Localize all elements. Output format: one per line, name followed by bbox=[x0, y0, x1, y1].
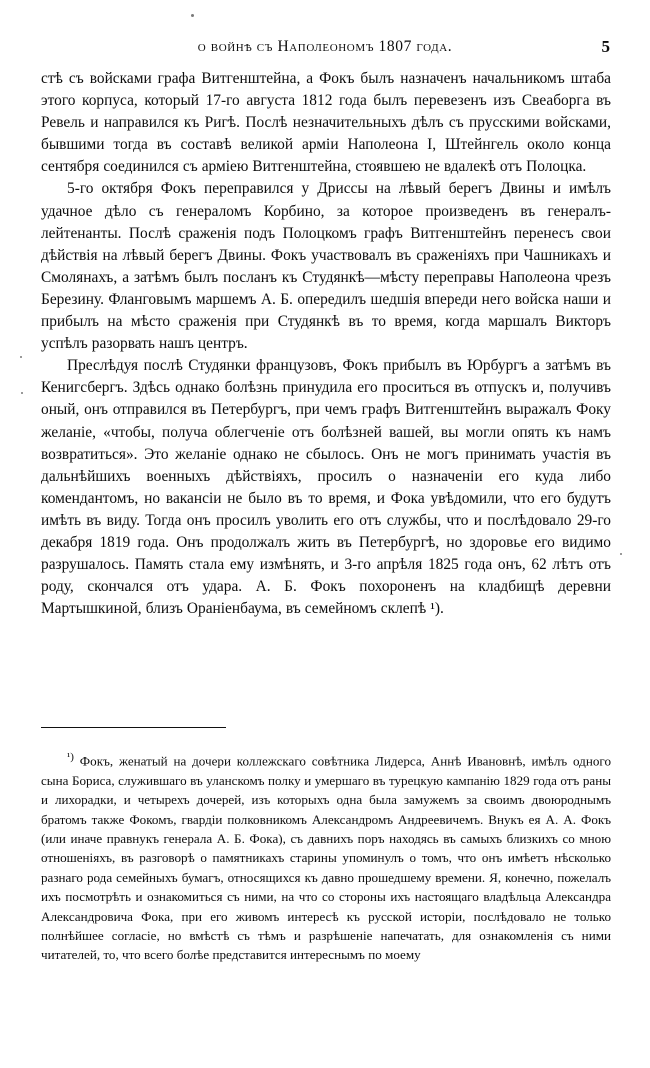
footnote-text: Фокъ, женатый на дочери коллежскаго совѣтника Лидерса, Аннѣ Ивановнѣ, имѣлъ одного сына Бориса, служившаго въ уланскомъ полку и умершаго въ турецкую кампанію 1829 года отъ раны и лихорадки, и четырехъ дочерей, изъ которыхъ одна была замужемъ за своимъ двоюроднымъ братомъ также Фокомъ, гвардіи полковникомъ Александромъ Андреевичемъ. Внукъ ея А. А. Фокъ (или иначе правнукъ генерала А. Б. Фока), съ давнихъ поръ находясь въ самыхъ близкихъ со мною отношеніяхъ, въ разговорѣ о памятникахъ старины упоминулъ о томъ, что онъ имѣетъ нѣсколько разнаго рода семейныхъ бумагъ, относящихся къ давно прошедшему времени. Я, конечно, пожелалъ ихъ посмотрѣть и ознакомиться съ ними, на что со стороны ихъ настоящаго владѣльца Александра Александровича Фока, при его живомъ интересѣ къ русской исторіи, послѣдовало не только полнѣйшее согласіе, но вмѣстѣ съ тѣмъ и разрѣшеніе напечатать, для ознакомленія съ ними читателей, то, что всего болѣе представится интереснымъ по моему bbox=[41, 753, 611, 963]
page-speck bbox=[191, 14, 194, 17]
paragraph: Преслѣдуя послѣ Студянки французовъ, Фокъ прибылъ въ Юрбургъ а затѣмъ въ Кенигсбергъ. Здѣсь однако болѣзнь принудила его проситься въ отпускъ и, получивъ оный, онъ отправился въ Петербургъ, при чемъ графъ Витгенштейнъ выражалъ Фоку желаніе, «чтобы, получа облегченіе отъ болѣзней вашей, вы могли опять къ намъ возвратиться». Это желаніе однако не сбылось. Онъ не могъ принимать участія въ дальнѣйшихъ военныхъ дѣйствіяхъ, просилъ о назначеніи его куда либо комендантомъ, но вакансіи не было въ то время, и Фока увѣдомили, что его будутъ имѣть въ виду. Тогда онъ просилъ уволить его отъ службы, что и послѣдовало 29-го декабря 1819 года. Онъ продолжалъ жить въ Петербургѣ, но здоровье его видимо разрушалось. Память стала ему измѣнять, и 3-го апрѣля 1825 года онъ, 62 лѣтъ отъ роду, скончался отъ удара. А. Б. Фокъ похороненъ на кладбищѣ деревни Мартышкиной, близъ Оранiенбаума, въ семейномъ склепѣ ¹). bbox=[41, 357, 611, 618]
footnote-separator bbox=[41, 727, 611, 728]
page-speck bbox=[620, 553, 622, 555]
page-speck bbox=[20, 356, 22, 358]
body-text bbox=[41, 68, 611, 620]
footnote-rule bbox=[41, 727, 226, 728]
footnote-paragraph bbox=[41, 748, 611, 965]
running-title: о войнѣ съ Наполеономъ 1807 года. bbox=[197, 38, 453, 55]
paragraph: стѣ съ войсками графа Витгенштейна, а Фокъ былъ назначенъ начальникомъ штаба этого корпуса, который 17-го августа 1812 года былъ перевезенъ изъ Свеаборга въ Ревель и направился къ Ригѣ. Послѣ незначительныхъ дѣлъ съ прусскими войсками, бывшими тогда въ составѣ великой арміи Наполеона I, Штейнгель около конца сентября соединился съ арміею Витгенштейна, стоявшею не вдалекѣ отъ Полоцка. bbox=[41, 70, 611, 176]
footnote-marker: ¹) bbox=[67, 751, 74, 763]
footnote-block bbox=[41, 748, 611, 965]
paragraph: 5-го октября Фокъ переправился у Дриссы на лѣвый берегъ Двины и имѣлъ удачное дѣло съ генераломъ Корбино, за которое произведенъ въ генералъ-лейтенанты. Послѣ сраженія подъ Полоцкомъ графъ Витгенштейнъ перенесъ свои дѣйствія на лѣвый берегъ Двины. Фокъ участвовалъ въ сраженіяхъ при Чашникахъ и Смолянахъ, а затѣмъ былъ посланъ къ Студянкѣ—мѣсту переправы Наполеона чрезъ Березину. Фланговымъ маршемъ А. Б. опередилъ шедшія впереди него войска наши и прибылъ на мѣсто сраженія при Студянкѣ въ то время, когда маршалъ Викторъ успѣлъ разорвать нашъ центръ. bbox=[41, 180, 611, 353]
page-number: 5 bbox=[601, 37, 610, 56]
running-head bbox=[0, 38, 650, 60]
page-speck bbox=[21, 392, 23, 394]
